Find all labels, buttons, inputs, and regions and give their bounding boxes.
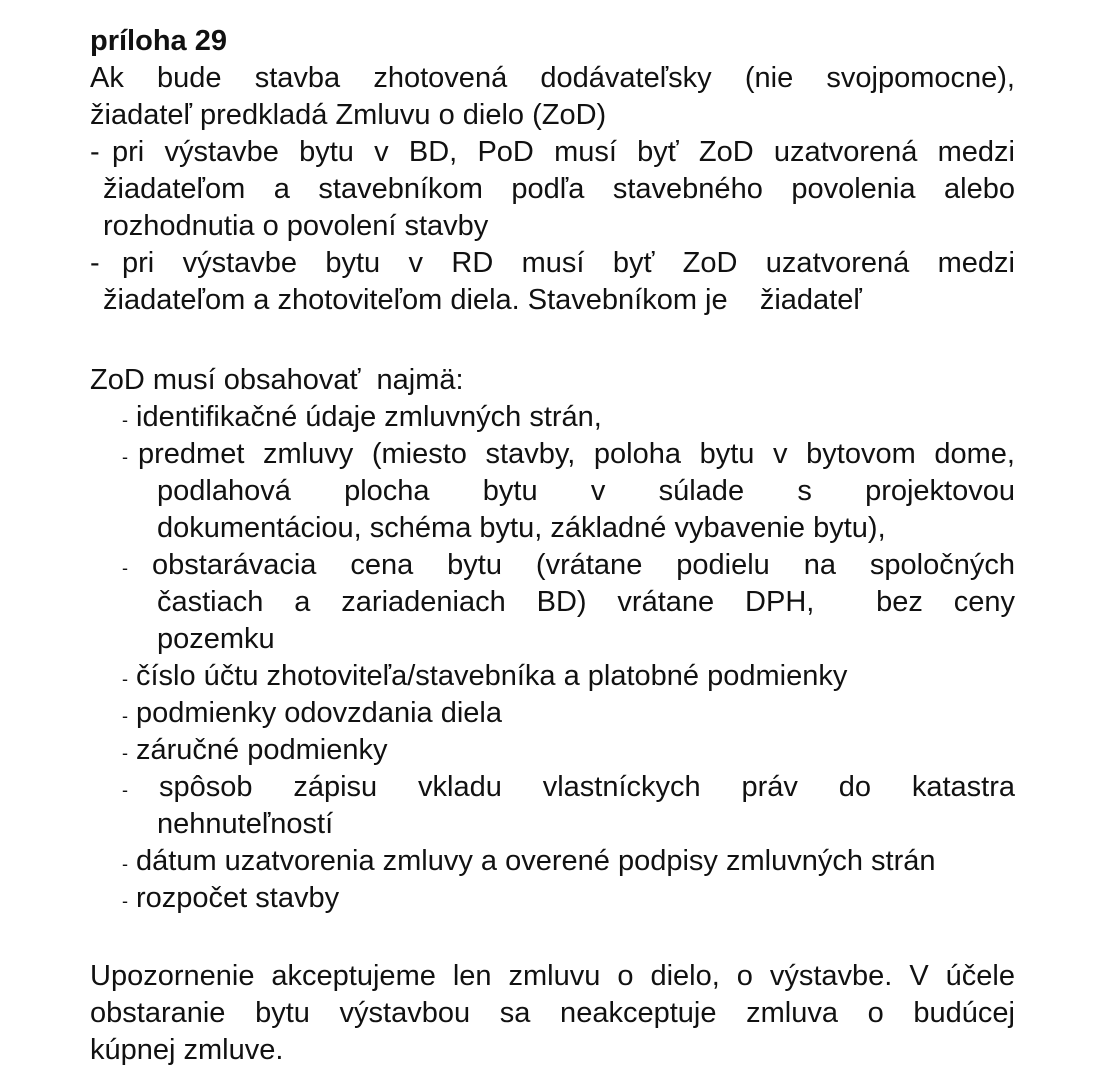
list-item-text: spôsob zápisu vkladu vlastníckych práv do katastra bbox=[159, 771, 1015, 803]
list-item-text: dokumentáciou, schéma bytu, základné vybavenie bytu), bbox=[157, 512, 886, 544]
notice-line: kúpnej zmluve. bbox=[90, 1034, 284, 1066]
list-item-text: obstarávacia cena bytu (vrátane podielu na spoločných bbox=[152, 549, 1015, 581]
list-item-text: podmienky odovzdania diela bbox=[136, 697, 502, 729]
list-dash: - bbox=[122, 410, 128, 430]
list-item bbox=[122, 547, 1015, 587]
list-item bbox=[122, 732, 387, 772]
list-item bbox=[122, 843, 936, 883]
list-item-text: podlahová plocha bytu v súlade s projektovou bbox=[157, 475, 1015, 507]
list-item-text: rozpočet stavby bbox=[136, 882, 340, 914]
list-item bbox=[122, 769, 1015, 809]
list-item-text: dátum uzatvorenia zmluvy a overené podpisy zmluvných strán bbox=[136, 845, 936, 877]
document-heading: príloha 29 bbox=[90, 25, 227, 57]
list-item bbox=[122, 436, 1015, 476]
list-dash: - bbox=[122, 669, 128, 689]
contents-heading: ZoD musí obsahovať najmä: bbox=[90, 364, 464, 396]
intro-line-1: Ak bude stavba zhotovená dodávateľsky (nie svojpomocne), bbox=[90, 62, 1015, 94]
list-dash: - bbox=[122, 447, 128, 467]
list-dash: - bbox=[122, 780, 128, 800]
list-item-text: číslo účtu zhotoviteľa/stavebníka a platobné podmienky bbox=[136, 660, 848, 692]
notice-line: obstaranie bytu výstavbou sa neakceptuje zmluva o budúcej bbox=[90, 997, 1015, 1029]
list-item bbox=[122, 658, 847, 698]
list-dash: - bbox=[90, 136, 100, 168]
list-item-text: predmet zmluvy (miesto stavby, poloha bytu v bytovom dome, bbox=[138, 438, 1015, 470]
condition-line: žiadateľom a stavebníkom podľa stavebného povolenia alebo bbox=[103, 173, 1015, 205]
list-item bbox=[122, 695, 502, 735]
list-item-text: častiach a zariadeniach BD) vrátane DPH, bez ceny bbox=[157, 586, 1015, 618]
notice-line: Upozornenie akceptujeme len zmluvu o dielo, o výstavbe. V účele bbox=[90, 960, 1015, 992]
list-item bbox=[122, 399, 602, 439]
list-item-text: pozemku bbox=[157, 623, 275, 655]
condition-line: žiadateľom a zhotoviteľom diela. Stavebníkom je žiadateľ bbox=[103, 284, 862, 316]
condition-line: pri výstavbe bytu v RD musí byť ZoD uzatvorená medzi bbox=[122, 247, 1015, 279]
list-dash: - bbox=[122, 891, 128, 911]
condition-item bbox=[90, 134, 1015, 171]
list-dash: - bbox=[122, 854, 128, 874]
condition-line: rozhodnutia o povolení stavby bbox=[103, 210, 489, 242]
list-item-text: nehnuteľností bbox=[157, 808, 334, 840]
condition-line: pri výstavbe bytu v BD, PoD musí byť ZoD uzatvorená medzi bbox=[112, 136, 1015, 168]
condition-item bbox=[90, 245, 1015, 282]
list-dash: - bbox=[122, 558, 128, 578]
list-dash: - bbox=[90, 247, 100, 279]
list-item-text: záručné podmienky bbox=[136, 734, 388, 766]
list-dash: - bbox=[122, 706, 128, 726]
list-dash: - bbox=[122, 743, 128, 763]
intro-line-2: žiadateľ predkladá Zmluvu o dielo (ZoD) bbox=[90, 99, 607, 131]
list-item-text: identifikačné údaje zmluvných strán, bbox=[136, 401, 602, 433]
list-item bbox=[122, 880, 339, 920]
